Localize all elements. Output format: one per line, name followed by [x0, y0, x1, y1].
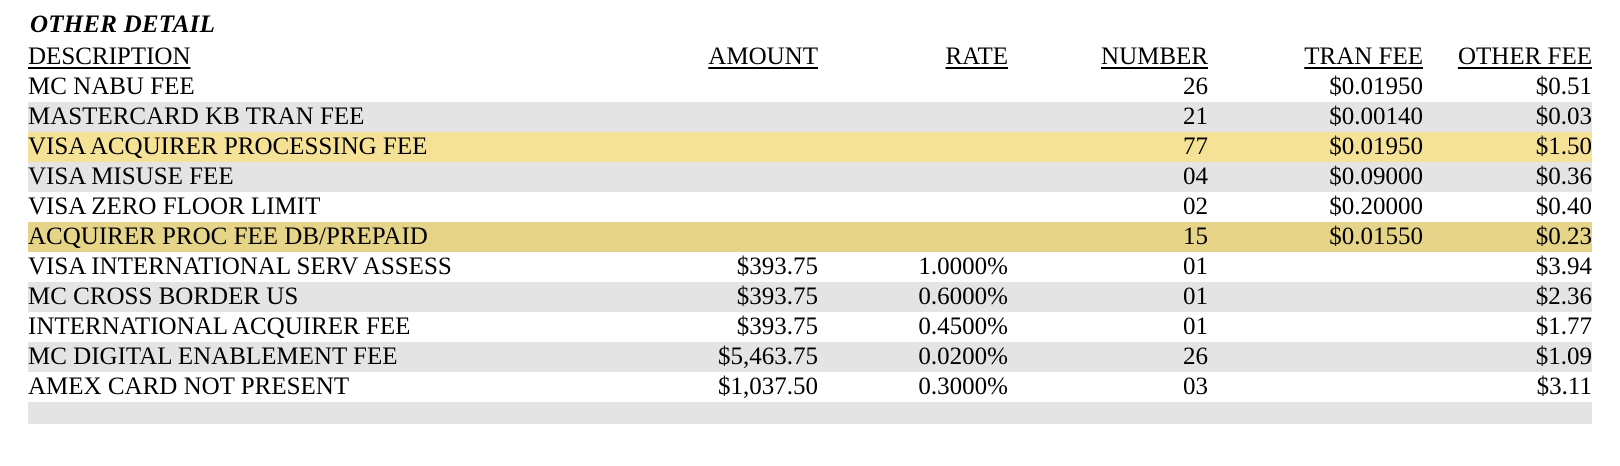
- table-row: [28, 402, 1592, 424]
- cell-tran-fee: $0.09000: [1329, 163, 1423, 190]
- cell-amount: [508, 72, 818, 102]
- cell-rate: [818, 72, 1008, 102]
- cell-description: VISA INTERNATIONAL SERV ASSESS: [28, 253, 452, 280]
- cell-description: [28, 402, 508, 424]
- cell-amount: $5,463.75: [718, 343, 818, 370]
- other-detail-table: [28, 42, 1592, 424]
- cell-number: 01: [1183, 253, 1208, 280]
- column-header-other-fee: OTHER FEE: [1457, 43, 1592, 70]
- table-body: [28, 72, 1592, 424]
- section-title: OTHER DETAIL: [30, 11, 216, 38]
- table-row: [28, 372, 1592, 402]
- column-header-rate: RATE: [945, 43, 1008, 70]
- cell-description: ACQUIRER PROC FEE DB/PREPAID: [28, 223, 428, 250]
- cell-description: VISA MISUSE FEE: [28, 163, 234, 190]
- cell-other-fee: [1423, 402, 1592, 424]
- cell-rate: [818, 132, 1008, 162]
- cell-description: VISA ACQUIRER PROCESSING FEE: [28, 133, 428, 160]
- cell-other-fee: $0.36: [1535, 163, 1592, 190]
- cell-rate: [818, 222, 1008, 252]
- cell-description: MASTERCARD KB TRAN FEE: [28, 103, 365, 130]
- cell-description: MC NABU FEE: [28, 73, 195, 100]
- cell-tran-fee: $0.01950: [1329, 73, 1423, 100]
- cell-number: 01: [1183, 313, 1208, 340]
- cell-number: 26: [1183, 73, 1208, 100]
- cell-rate: 0.6000%: [918, 283, 1008, 310]
- table-row: [28, 162, 1592, 192]
- cell-number: 21: [1183, 103, 1208, 130]
- cell-description: MC DIGITAL ENABLEMENT FEE: [28, 343, 398, 370]
- cell-amount: [508, 222, 818, 252]
- cell-number: 77: [1183, 133, 1208, 160]
- cell-amount: $393.75: [736, 313, 818, 340]
- table-row: [28, 222, 1592, 252]
- cell-description: VISA ZERO FLOOR LIMIT: [28, 193, 321, 220]
- cell-amount: [508, 102, 818, 132]
- cell-rate: [818, 402, 1008, 424]
- cell-tran-fee: [1208, 282, 1423, 312]
- table-row: [28, 102, 1592, 132]
- cell-number: 02: [1183, 193, 1208, 220]
- table-row: [28, 282, 1592, 312]
- cell-rate: 1.0000%: [918, 253, 1008, 280]
- table-row: [28, 132, 1592, 162]
- cell-amount: [508, 402, 818, 424]
- cell-other-fee: $1.50: [1535, 133, 1592, 160]
- table-row: [28, 252, 1592, 282]
- cell-amount: $393.75: [736, 283, 818, 310]
- cell-tran-fee: [1208, 252, 1423, 282]
- cell-other-fee: $0.23: [1535, 223, 1592, 250]
- column-header-number: NUMBER: [1101, 43, 1208, 70]
- cell-description: INTERNATIONAL ACQUIRER FEE: [28, 313, 411, 340]
- cell-description: AMEX CARD NOT PRESENT: [28, 373, 350, 400]
- cell-rate: 0.3000%: [918, 373, 1008, 400]
- cell-number: 01: [1183, 283, 1208, 310]
- cell-tran-fee: $0.20000: [1329, 193, 1423, 220]
- cell-tran-fee: $0.01950: [1329, 133, 1423, 160]
- cell-tran-fee: [1208, 402, 1423, 424]
- cell-other-fee: $3.94: [1535, 253, 1592, 280]
- table-row: [28, 72, 1592, 102]
- cell-tran-fee: [1208, 342, 1423, 372]
- cell-rate: [818, 162, 1008, 192]
- column-header-tran-fee: TRAN FEE: [1304, 43, 1423, 70]
- cell-amount: [508, 162, 818, 192]
- cell-amount: $393.75: [736, 253, 818, 280]
- cell-number: 04: [1183, 163, 1208, 190]
- cell-number: 03: [1183, 373, 1208, 400]
- cell-tran-fee: [1208, 372, 1423, 402]
- table-header: [28, 42, 1592, 72]
- table-row: [28, 312, 1592, 342]
- cell-other-fee: $1.77: [1535, 313, 1592, 340]
- cell-tran-fee: $0.01550: [1329, 223, 1423, 250]
- cell-rate: 0.0200%: [918, 343, 1008, 370]
- table-header-row: [28, 42, 1592, 72]
- cell-other-fee: $0.03: [1535, 103, 1592, 130]
- cell-rate: [818, 102, 1008, 132]
- cell-rate: [818, 192, 1008, 222]
- cell-other-fee: $1.09: [1535, 343, 1592, 370]
- cell-amount: [508, 192, 818, 222]
- cell-tran-fee: [1208, 312, 1423, 342]
- column-header-amount: AMOUNT: [708, 43, 818, 70]
- table-row: [28, 192, 1592, 222]
- cell-number: [1008, 402, 1208, 424]
- cell-tran-fee: $0.00140: [1329, 103, 1423, 130]
- cell-amount: [508, 132, 818, 162]
- column-header-description: DESCRIPTION: [28, 43, 191, 70]
- cell-other-fee: $3.11: [1536, 373, 1592, 400]
- cell-amount: $1,037.50: [718, 373, 818, 400]
- cell-number: 15: [1183, 223, 1208, 250]
- cell-other-fee: $0.40: [1535, 193, 1592, 220]
- cell-other-fee: $0.51: [1535, 73, 1592, 100]
- cell-rate: 0.4500%: [918, 313, 1008, 340]
- table-row: [28, 342, 1592, 372]
- cell-description: MC CROSS BORDER US: [28, 283, 299, 310]
- cell-number: 26: [1183, 343, 1208, 370]
- cell-other-fee: $2.36: [1535, 283, 1592, 310]
